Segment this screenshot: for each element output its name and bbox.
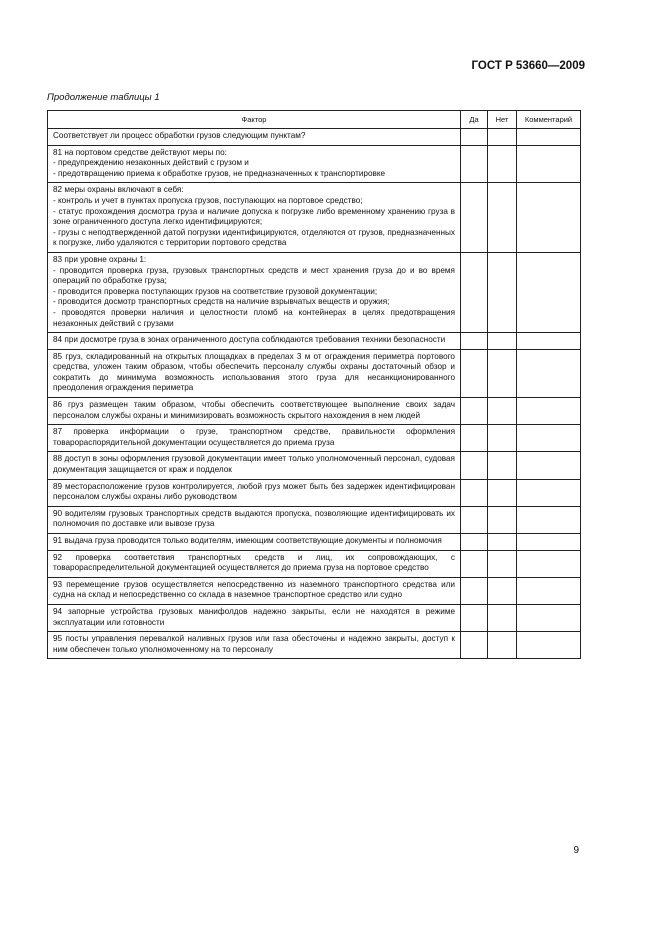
factor-cell xyxy=(48,452,461,479)
factor-text-line: 94 запорные устройства грузовых манифолдов надежно закрыты, если не находятся в режиме эксплуатации или готовности xyxy=(53,606,455,627)
no-cell[interactable] xyxy=(488,129,517,146)
table-row xyxy=(48,349,581,397)
checklist-table xyxy=(47,110,581,659)
yes-cell[interactable] xyxy=(461,452,488,479)
document-code: ГОСТ Р 53660—2009 xyxy=(471,60,585,72)
column-header-yes: Да xyxy=(461,111,488,129)
table-row xyxy=(48,534,581,551)
table-row xyxy=(48,632,581,659)
factor-text-line: 91 выдача груза проводится только водителям, имеющим соответствующие документы и полномочия xyxy=(53,536,442,545)
factor-text-line: 88 доступ в зоны оформления грузовой документации имеет только уполномоченный персонал, судовая документация защищается от краж и подделок xyxy=(53,454,455,475)
page-number: 9 xyxy=(573,845,579,856)
table-row xyxy=(48,550,581,577)
column-header-factor: Фактор xyxy=(48,111,461,129)
factor-cell xyxy=(48,349,461,397)
factor-text-line: 86 груз размещен таким образом, чтобы обеспечить соответствующее выполнение своих задач персоналом службы охраны и минимизировать возможность скрытого нахождения в нем людей xyxy=(53,400,455,420)
factor-text-line: 85 груз, складированный на открытых площадках в пределах 3 м от ограждения периметра портового средства, уложен таким образом, чтобы обеспечить персоналу службы охраны достаточный обзор и сократить до минимума возможность использования этого груза для несанкционированного преодоления ограждения периметра xyxy=(53,351,455,393)
factor-text-line: 81 на портовом средстве действуют меры по: xyxy=(53,147,227,157)
factor-cell xyxy=(48,333,461,350)
comment-cell[interactable] xyxy=(517,534,581,551)
table-caption: Продолжение таблицы 1 xyxy=(47,92,160,103)
factor-cell xyxy=(48,604,461,631)
comment-cell[interactable] xyxy=(517,452,581,479)
yes-cell[interactable] xyxy=(461,550,488,577)
factor-cell xyxy=(48,534,461,551)
table-row xyxy=(48,333,581,350)
no-cell[interactable] xyxy=(488,333,517,350)
comment-cell[interactable] xyxy=(517,550,581,577)
factor-text-line: - проводится проверка поступающих грузов на соответствие грузовой документации; xyxy=(53,286,378,296)
factor-text-line: 92 проверка соответствия транспортных средств и лиц, их сопровождающих, с товарораспределительной документацией осуществляется до приема груза на портовое средство xyxy=(53,552,455,573)
factor-cell xyxy=(48,145,461,183)
no-cell[interactable] xyxy=(488,183,517,253)
yes-cell[interactable] xyxy=(461,252,488,332)
factor-text-line: - контроль и учет в пунктах пропуска грузов, поступающих на портовое средство; xyxy=(53,195,363,205)
factor-text-line: 90 водителям грузовых транспортных средств выдаются пропуска, позволяющие идентифицировать их полномочия по доставке или вывозе груза xyxy=(53,508,455,529)
factor-text-line: 82 меры охраны включают в себя: xyxy=(53,185,184,195)
factor-text-line: - проводится досмотр транспортных средств на наличие взрывчатых веществ и оружия; xyxy=(53,297,390,307)
factor-cell xyxy=(48,479,461,506)
no-cell[interactable] xyxy=(488,252,517,332)
comment-cell[interactable] xyxy=(517,632,581,659)
table-row xyxy=(48,452,581,479)
no-cell[interactable] xyxy=(488,604,517,631)
comment-cell[interactable] xyxy=(517,333,581,350)
no-cell[interactable] xyxy=(488,506,517,533)
no-cell[interactable] xyxy=(488,534,517,551)
table-body xyxy=(48,129,581,659)
factor-cell xyxy=(48,632,461,659)
factor-text-line: 84 при досмотре груза в зонах ограниченного доступа соблюдаются требования техники безопасности xyxy=(53,335,446,345)
comment-cell[interactable] xyxy=(517,183,581,253)
comment-cell[interactable] xyxy=(517,349,581,397)
yes-cell[interactable] xyxy=(461,398,488,425)
table-header-row xyxy=(48,111,581,129)
yes-cell[interactable] xyxy=(461,604,488,631)
comment-cell[interactable] xyxy=(517,398,581,425)
no-cell[interactable] xyxy=(488,632,517,659)
no-cell[interactable] xyxy=(488,550,517,577)
no-cell[interactable] xyxy=(488,452,517,479)
comment-cell[interactable] xyxy=(517,252,581,332)
comment-cell[interactable] xyxy=(517,577,581,604)
factor-text-line: 89 месторасположение грузов контролируется, любой груз может быть без задержек идентифицирован персоналом службы охраны либо руководством xyxy=(53,481,455,502)
factor-cell xyxy=(48,506,461,533)
yes-cell[interactable] xyxy=(461,145,488,183)
factor-text-line: 93 перемещение грузов осуществляется непосредственно из наземного транспортного средства или судна на склад и непосредственно со склада в наземное транспортное средство или судно xyxy=(53,579,455,600)
comment-cell[interactable] xyxy=(517,506,581,533)
factor-cell xyxy=(48,252,461,332)
column-header-comment: Комментарий xyxy=(517,111,581,129)
factor-cell xyxy=(48,577,461,604)
factor-cell xyxy=(48,183,461,253)
table-row xyxy=(48,479,581,506)
table-row xyxy=(48,425,581,452)
table-row xyxy=(48,129,581,146)
yes-cell[interactable] xyxy=(461,577,488,604)
factor-text-line: - проводится проверка груза, грузовых транспортных средств и мест хранения груза до и во время операций по обработке груза; xyxy=(53,265,455,286)
no-cell[interactable] xyxy=(488,577,517,604)
factor-text-line: Соответствует ли процесс обработки грузов следующим пунктам? xyxy=(53,131,306,140)
comment-cell[interactable] xyxy=(517,425,581,452)
table-row xyxy=(48,604,581,631)
factor-cell xyxy=(48,550,461,577)
no-cell[interactable] xyxy=(488,479,517,506)
yes-cell[interactable] xyxy=(461,425,488,452)
comment-cell[interactable] xyxy=(517,129,581,146)
table-row xyxy=(48,398,581,425)
table-row xyxy=(48,506,581,533)
yes-cell[interactable] xyxy=(461,506,488,533)
factor-text-line: 95 посты управления перевалкой наливных грузов или газа обесточены и надежно закрыты, доступ к ним обеспечен только уполномоченному на то персоналу xyxy=(53,634,455,654)
factor-text-line: - статус прохождения досмотра груза и наличие допуска к погрузке либо временному хранению груза в зоне ограниченного доступа легко идентифицируются; xyxy=(53,206,455,227)
yes-cell[interactable] xyxy=(461,349,488,397)
yes-cell[interactable] xyxy=(461,183,488,253)
no-cell[interactable] xyxy=(488,349,517,397)
factor-text-line: - проводятся проверки наличия и целостности пломб на контейнерах в целях предотвращения незаконных действий с грузами xyxy=(53,307,455,328)
table-row xyxy=(48,577,581,604)
table-row xyxy=(48,183,581,253)
factor-cell xyxy=(48,425,461,452)
factor-text-line: - предупреждению незаконных действий с грузом и xyxy=(53,158,249,168)
yes-cell[interactable] xyxy=(461,129,488,146)
no-cell[interactable] xyxy=(488,145,517,183)
comment-cell[interactable] xyxy=(517,145,581,183)
factor-text-line: 83 при уровне охраны 1: xyxy=(53,254,147,264)
yes-cell[interactable] xyxy=(461,333,488,350)
yes-cell[interactable] xyxy=(461,479,488,506)
table-row xyxy=(48,145,581,183)
factor-cell xyxy=(48,398,461,425)
no-cell[interactable] xyxy=(488,398,517,425)
comment-cell[interactable] xyxy=(517,604,581,631)
factor-cell xyxy=(48,129,461,146)
comment-cell[interactable] xyxy=(517,479,581,506)
table-row xyxy=(48,252,581,332)
yes-cell[interactable] xyxy=(461,534,488,551)
factor-text-line: - предотвращению приема к обработке грузов, не предназначенных к транспортировке xyxy=(53,168,386,178)
factor-text-line: - грузы с неподтвержденной датой погрузки идентифицируются, отделяются от грузов, предназначенных к погрузке, либо удаляются с территории портового средства xyxy=(53,227,455,248)
factor-text-line: 87 проверка информации о грузе, транспортном средстве, правильности оформления товарораспорядительной документации осуществляется до приема груза xyxy=(53,427,455,447)
yes-cell[interactable] xyxy=(461,632,488,659)
column-header-no: Нет xyxy=(488,111,517,129)
no-cell[interactable] xyxy=(488,425,517,452)
